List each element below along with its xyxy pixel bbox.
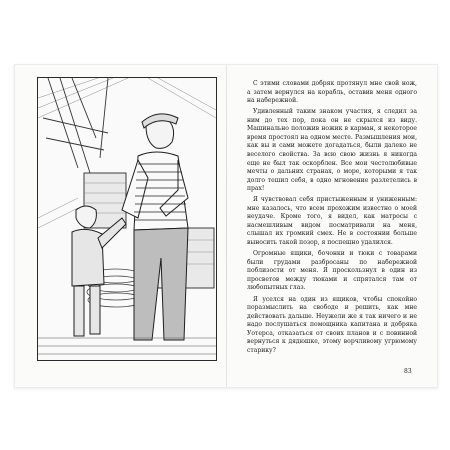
paragraph: Я чувствовал себя пристыженным и униженным: мне казалось, что всем прохожим известно о моей неудаче. Кроме того, я видел, как матросы с насмешливым видом посматривали на меня, слышал их громкий смех. Не в состоянии больше выносить такой позор, я поспешно удалился. — [247, 196, 417, 247]
page-number: 83 — [404, 368, 412, 375]
illustration — [37, 77, 217, 361]
paragraph: С этими словами добряк протянул мне свой нож, а затем вернулся на корабль, оставив меня одного на набережной. — [247, 80, 417, 105]
paragraph: Я уселся на один из ящиков, чтобы спокойно поразмыслить на свободе и решить, как мне действовать дальше. Неужели же я так ничего и не надо послушаться помощника капитана и добряка Уотерса, отказаться от своих планов и с повинной вернуться к дядюшке, этому ворчливому угрюмому старику? — [247, 295, 417, 354]
illustration-drawing — [38, 78, 216, 360]
paragraph: Удивленный таким знаком участия, я следил за ним до тех пор, пока он не скрылся из виду. Машинально положив ножик в карман, я некоторое время простоял на одном месте. Размышления мои, как вы и сами можете догадаться, были далеко не веселого свойства. За всю свою жизнь я никогда еще не был так оскорблен. Все мои честолюбивые мечты о дальних странах, о море, которыми я так долго тешил себя, в одно мгновение разлетелись в прах! — [247, 108, 417, 193]
book-spread — [14, 64, 438, 388]
text-column — [247, 80, 417, 358]
paragraph: Огромные ящики, бочонки и тюки с товарами были грудами разбросаны по набережной поблизости от меня. Я проскользнул в один из просветов между тюками и спрятался там от любопытных глаз. — [247, 250, 417, 292]
book-gutter — [226, 65, 227, 387]
